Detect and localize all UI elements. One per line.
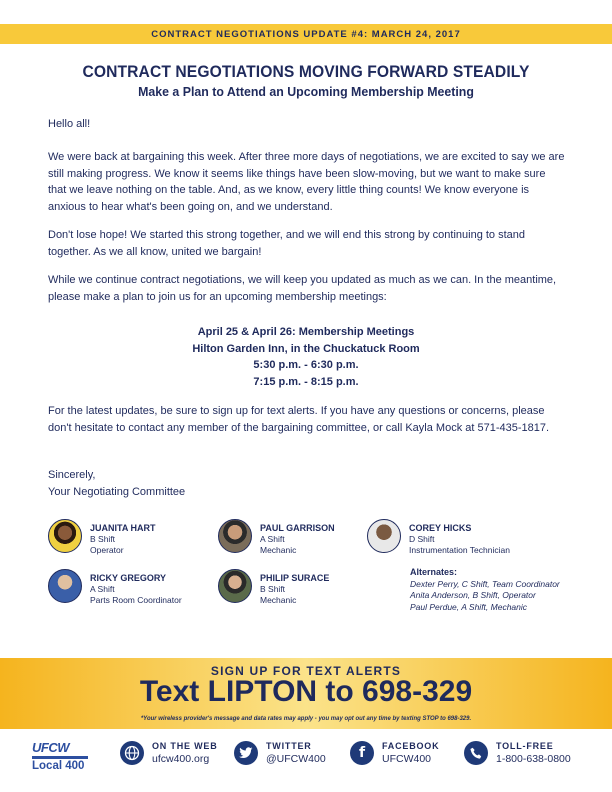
text-alerts-call-to-action: Text LIPTON to 698-329 — [139, 675, 473, 708]
footer-tollfree[interactable] — [464, 741, 571, 765]
subheadline: Make a Plan to Attend an Upcoming Membership Meeting — [138, 84, 474, 99]
signoff: Sincerely, — [48, 469, 96, 481]
paragraph-progress: We were back at bargaining this week. After three more days of negotiations, we are excited to say we are still making progress. We know it seems like things have been slow-moving, but we want to make sure that we leave nothing on the table. And, as we know, every little thing counts! We know everyone is anxious to hear what's been going on, and we understand. — [48, 151, 565, 213]
text-alerts-title: SIGN UP FOR TEXT ALERTS — [210, 664, 402, 678]
text-alerts-fine-print: *Your wireless provider's message and data rates may apply - you may opt out any time by texting STOP to 698-329. — [140, 716, 472, 722]
member-corey-hicks — [367, 519, 510, 556]
member-name: COREY HICKS — [409, 523, 472, 533]
twitter-label: TWITTER — [266, 741, 312, 751]
alternate-item: Paul Perdue, A Shift, Mechanic — [410, 601, 528, 612]
member-shift: B Shift — [90, 534, 116, 544]
footer — [0, 729, 612, 792]
member-ricky-gregory — [48, 569, 182, 606]
logo-top-text: UFCW — [32, 740, 69, 755]
logo-divider — [32, 756, 88, 759]
twitter-handle[interactable]: @UFCW400 — [266, 753, 326, 765]
alternates-title: Alternates: — [410, 567, 458, 577]
facebook-label: FACEBOOK — [382, 741, 440, 751]
text-alerts-banner — [0, 658, 612, 729]
member-role: Mechanic — [260, 595, 297, 605]
member-name: PAUL GARRISON — [260, 523, 335, 533]
member-shift: A Shift — [260, 534, 285, 544]
paragraph-hope: Don't lose hope! We started this strong together, and we will end this strong by continuing to stand together. As we all know, united we bargain! — [48, 229, 526, 258]
tollfree-label: TOLL-FREE — [496, 741, 554, 751]
meeting-time-1: 5:30 p.m. - 6:30 p.m. — [253, 359, 359, 371]
alternate-item: Anita Anderson, B Shift, Operator — [410, 590, 536, 600]
logo-bottom-text: Local 400 — [32, 760, 85, 772]
member-name: PHILIP SURACE — [260, 573, 330, 583]
paragraph-meetings: While we continue contract negotiations, we will keep you updated as much as we can. In the meantime, please make a plan to join us for an upcoming membership meetings: — [48, 274, 557, 303]
member-juanita-hart — [48, 519, 156, 556]
member-role: Parts Room Coordinator — [90, 595, 182, 605]
avatar — [367, 519, 401, 553]
member-role: Mechanic — [260, 545, 297, 555]
avatar — [218, 569, 252, 603]
meeting-location: Hilton Garden Inn, in the Chuckatuck Room — [192, 342, 420, 355]
member-shift: D Shift — [409, 534, 435, 544]
member-name: RICKY GREGORY — [90, 573, 167, 583]
facebook-page[interactable]: UFCW400 — [382, 753, 432, 765]
alternate-item: Dexter Perry, C Shift, Team Coordinator — [410, 578, 560, 589]
ufcw-local-400-logo — [32, 740, 90, 776]
member-philip-surace — [218, 569, 329, 606]
avatar — [48, 519, 82, 553]
twitter-bird-icon — [234, 741, 258, 765]
tollfree-number[interactable]: 1-800-638-0800 — [496, 753, 571, 765]
paragraph-updates: For the latest updates, be sure to sign up for text alerts. If you have any questions or concerns, please don't hesitate to contact any member of the bargaining committee, or call Kayla Mock at 571-435-1817. — [48, 405, 550, 434]
footer-twitter[interactable] — [234, 741, 326, 765]
web-label: ON THE WEB — [152, 741, 218, 751]
greeting: Hello all! — [48, 118, 91, 130]
closing — [48, 467, 566, 500]
member-role: Instrumentation Technician — [409, 545, 510, 555]
meeting-dates: April 25 & April 26: Membership Meetings — [197, 326, 415, 338]
facebook-f-icon: f — [350, 741, 374, 765]
avatar — [218, 519, 252, 553]
footer-facebook[interactable] — [350, 741, 439, 765]
headline: CONTRACT NEGOTIATIONS MOVING FORWARD STEADILY — [82, 62, 530, 81]
signature: Your Negotiating Committee — [48, 485, 186, 498]
member-role: Operator — [90, 545, 124, 555]
footer-web[interactable] — [120, 741, 218, 765]
member-shift: A Shift — [90, 584, 115, 594]
avatar — [48, 569, 82, 603]
meeting-time-2: 7:15 p.m. - 8:15 p.m. — [253, 375, 359, 388]
web-link[interactable]: ufcw400.org — [152, 753, 210, 765]
top-banner — [0, 24, 612, 44]
meeting-details — [0, 324, 612, 390]
member-shift: B Shift — [260, 584, 286, 594]
member-paul-garrison — [218, 519, 335, 556]
globe-icon — [120, 741, 144, 765]
alternates-list — [410, 567, 560, 613]
member-name: JUANITA HART — [90, 523, 156, 533]
update-band-text: CONTRACT NEGOTIATIONS UPDATE #4: MARCH 24, 2017 — [151, 28, 461, 40]
phone-icon — [464, 741, 488, 765]
